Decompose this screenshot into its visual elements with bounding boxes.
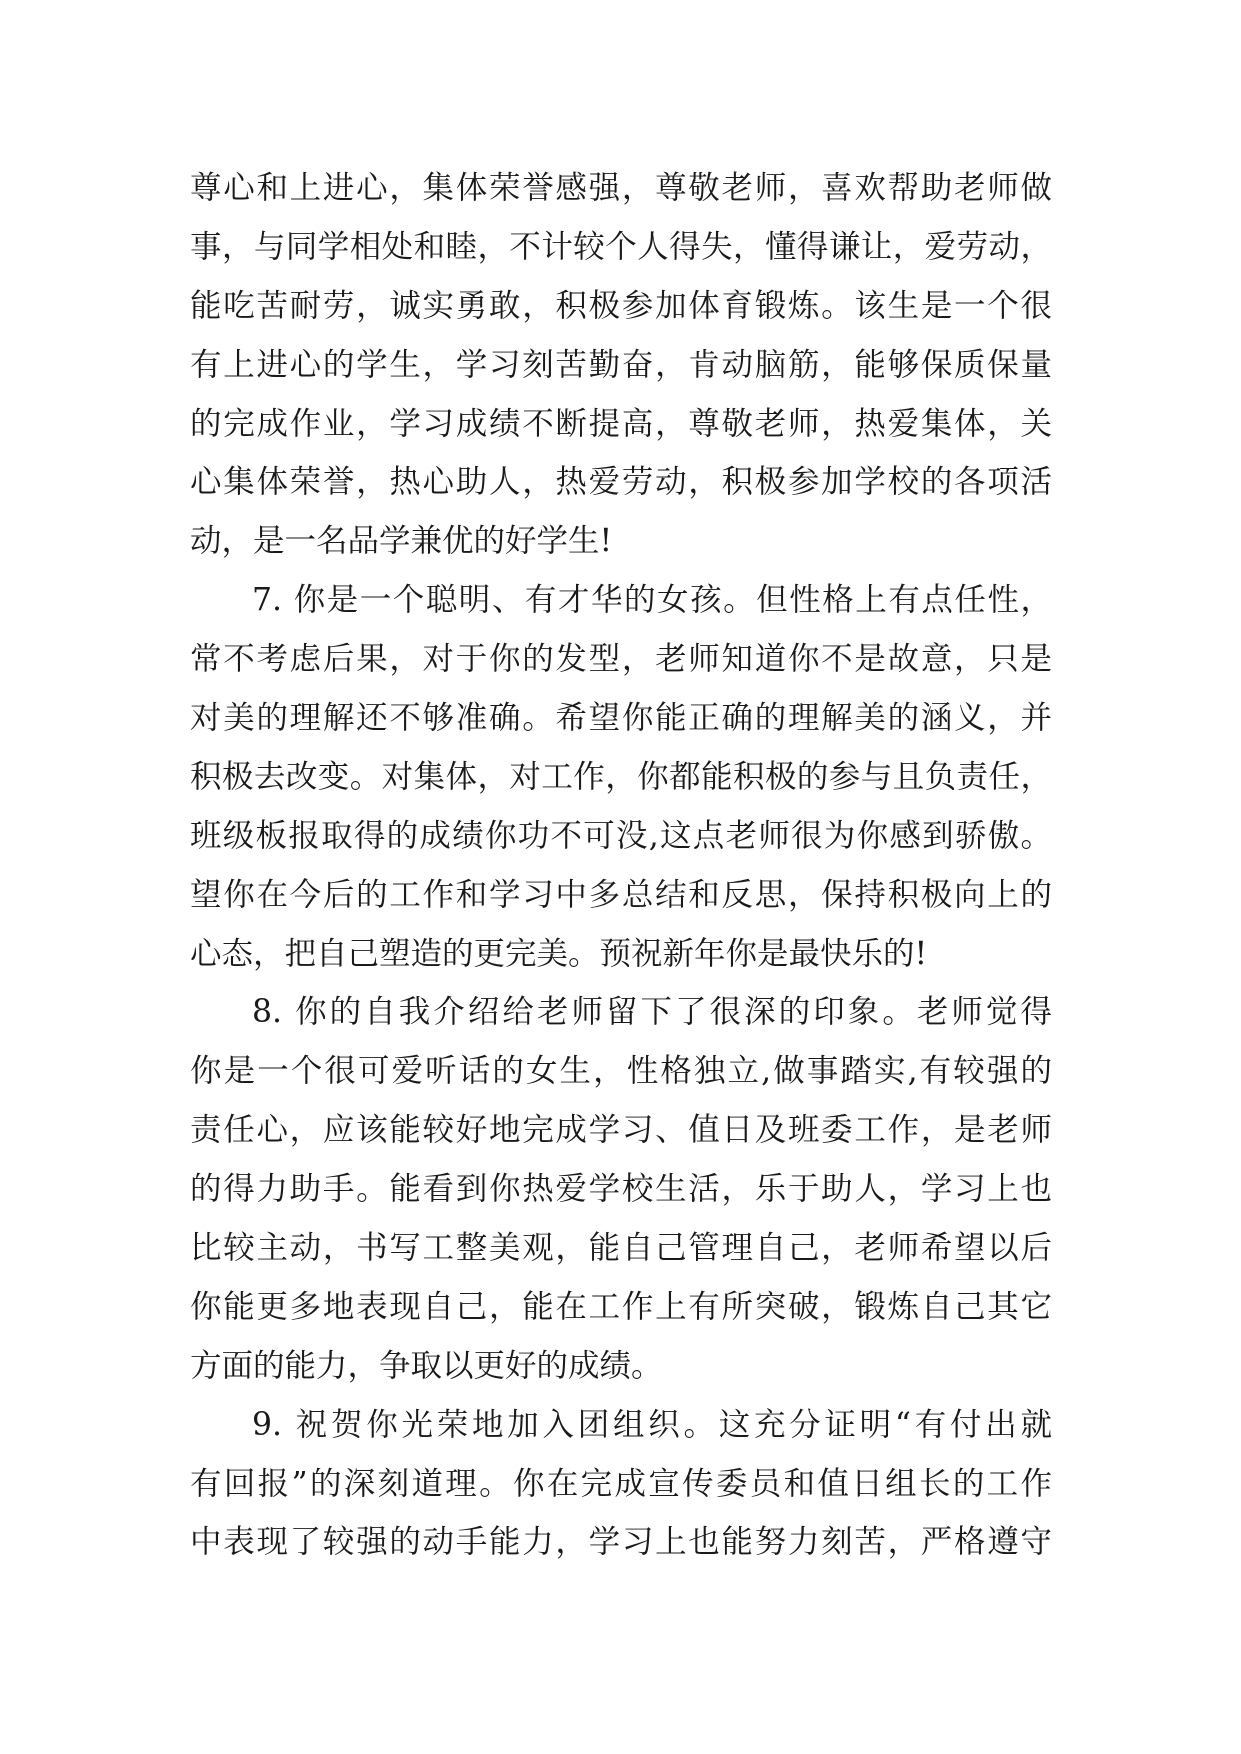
text-line: 8. 你的自我介绍给老师留下了很深的印象。老师觉得 xyxy=(252,994,1052,1031)
text-line: 你是一个很可爱听话的女生，性格独立,做事踏实,有较强的 xyxy=(190,1053,1052,1090)
text-line: 责任心，应该能较好地完成学习、值日及班委工作，是老师 xyxy=(190,1112,1052,1149)
text-line: 的得力助手。能看到你热爱学校生活，乐于助人，学习上也 xyxy=(190,1171,1052,1208)
text-line: 能吃苦耐劳，诚实勇敢，积极参加体育锻炼。该生是一个很 xyxy=(190,287,1052,324)
text-line: 班级板报取得的成绩你功不可没,这点老师很为你感到骄傲。 xyxy=(190,817,1052,854)
text-line: 心态，把自己塑造的更完美。预祝新年你是最快乐的! xyxy=(190,935,928,972)
text-line: 望你在今后的工作和学习中多总结和反思，保持积极向上的 xyxy=(190,876,1052,913)
text-line: 中表现了较强的动手能力，学习上也能努力刻苦，严格遵守 xyxy=(190,1524,1052,1561)
text-line: 有回报”的深刻道理。你在完成宣传委员和值日组长的工作 xyxy=(190,1465,1052,1502)
text-line: 比较主动，书写工整美观，能自己管理自己，老师希望以后 xyxy=(190,1230,1052,1267)
text-line: 对美的理解还不够准确。希望你能正确的理解美的涵义，并 xyxy=(190,700,1052,737)
text-line: 有上进心的学生，学习刻苦勤奋，肯动脑筋，能够保质保量 xyxy=(190,346,1052,383)
text-line: 方面的能力，争取以更好的成绩。 xyxy=(190,1347,663,1384)
text-line: 事，与同学相处和睦，不计较个人得失，懂得谦让，爱劳动， xyxy=(190,228,1052,265)
document-text-body xyxy=(190,159,1052,1572)
text-line: 尊心和上进心，集体荣誉感强，尊敬老师，喜欢帮助老师做 xyxy=(190,170,1052,206)
text-line: 动，是一名品学兼优的好学生! xyxy=(190,523,613,560)
text-line: 心集体荣誉，热心助人，热爱劳动，积极参加学校的各项活 xyxy=(190,464,1052,501)
text-line: 9. 祝贺你光荣地加入团组织。这充分证明“有付出就 xyxy=(252,1406,1052,1443)
text-line: 7. 你是一个聪明、有才华的女孩。但性格上有点任性， xyxy=(252,582,1052,619)
text-line: 积极去改变。对集体，对工作，你都能积极的参与且负责任， xyxy=(190,758,1052,795)
text-line: 常不考虑后果，对于你的发型，老师知道你不是故意，只是 xyxy=(190,641,1052,678)
text-line: 你能更多地表现自己，能在工作上有所突破，锻炼自己其它 xyxy=(190,1288,1052,1325)
text-line: 的完成作业，学习成绩不断提高，尊敬老师，热爱集体，关 xyxy=(190,405,1052,442)
